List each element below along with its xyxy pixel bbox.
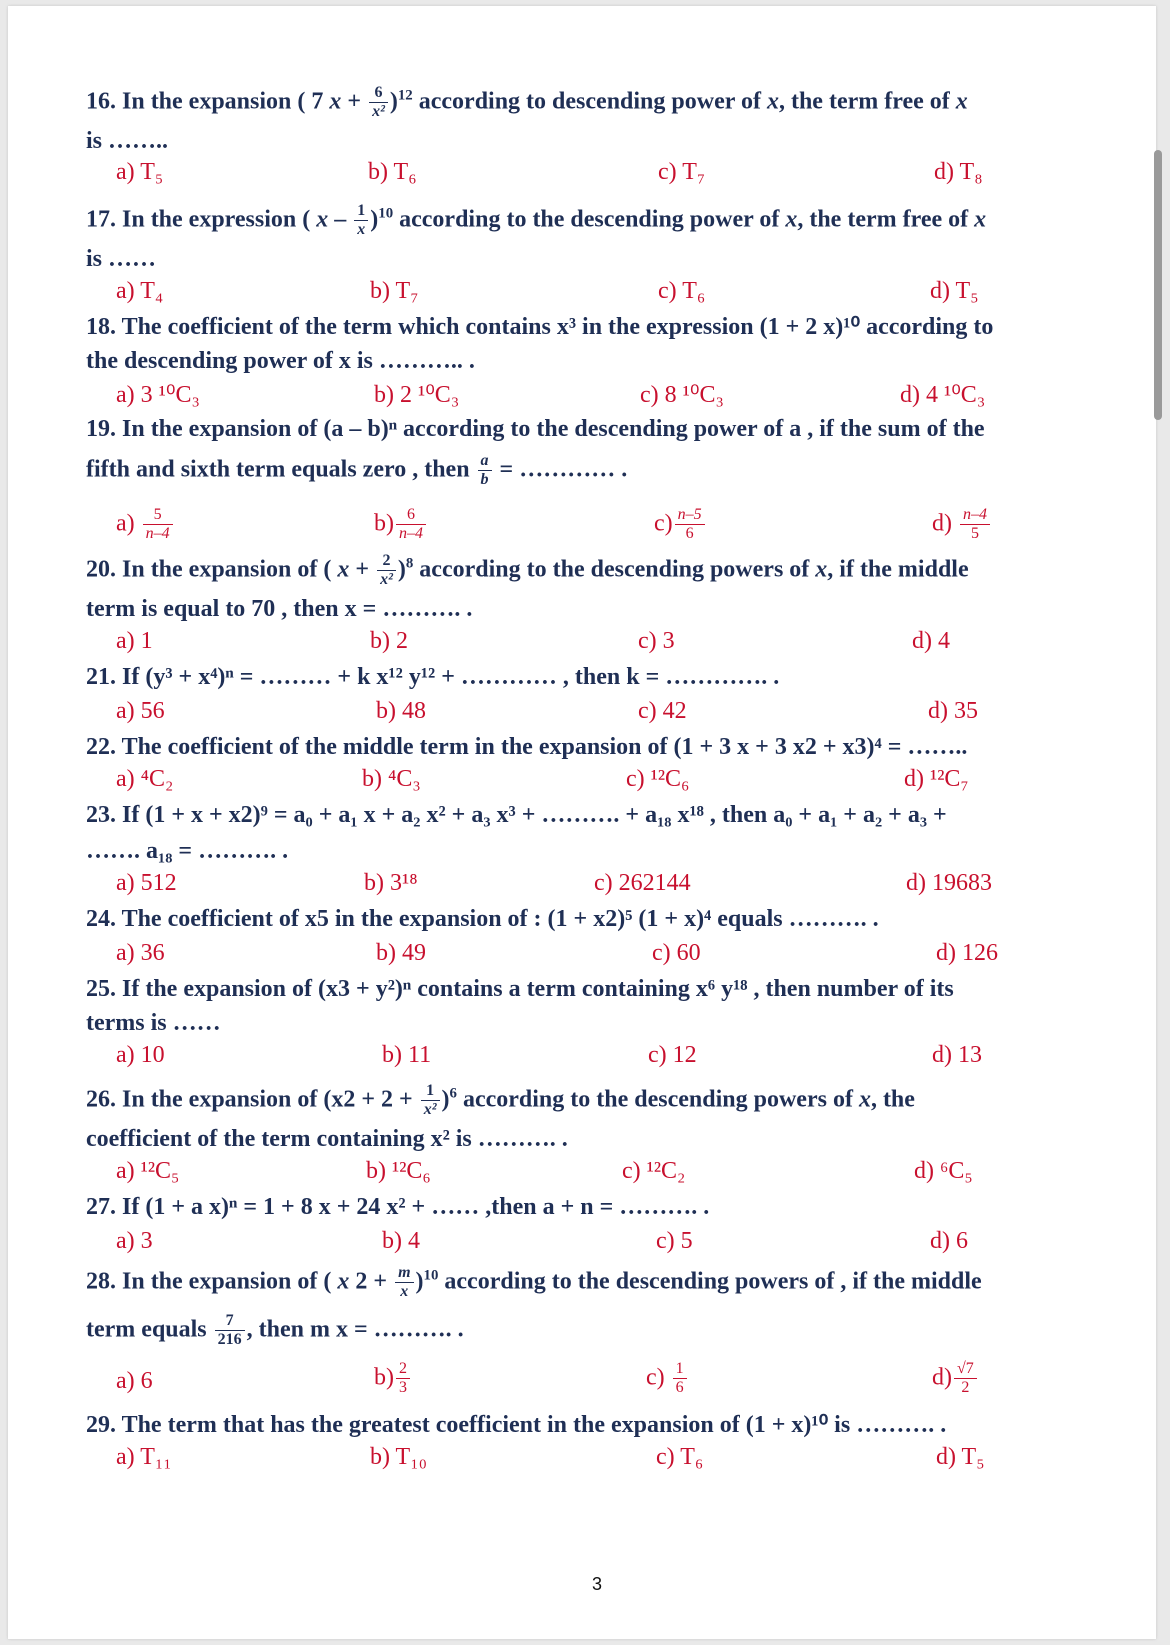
option-29b[interactable]: b) T₁₀ xyxy=(370,1444,427,1470)
option-17d[interactable]: d) T₅ xyxy=(930,278,979,304)
option-18b[interactable]: b) 2 ¹⁰C₃ xyxy=(374,382,460,408)
option-24c[interactable]: c) 60 xyxy=(652,940,701,966)
option-22c[interactable]: c) ¹²C₆ xyxy=(626,766,690,792)
question-21: 21. If (y³ + x⁴)ⁿ = ……… + k x¹² y¹² + ………… , then k = …………. . xyxy=(86,664,780,690)
option-29d[interactable]: d) T₅ xyxy=(936,1444,985,1470)
option-27a[interactable]: a) 3 xyxy=(116,1228,153,1254)
option-28b[interactable]: b) $\frac{2}{3}$ xyxy=(374,1360,412,1398)
option-19a[interactable]: a) $\frac{5}{n-4}$ xyxy=(116,506,175,544)
option-25a[interactable]: a) 10 xyxy=(116,1042,165,1068)
option-22d[interactable]: d) ¹²C₇ xyxy=(904,766,969,792)
option-20d[interactable]: d) 4 xyxy=(912,628,950,654)
question-23: 23. If (1 + x + x2)⁹ = a₀ + a₁ x + a₂ x² + a₃ x³ + ………. + a₁₈ x¹⁸ , then a₀ + a₁ + a₂ + a₃ + xyxy=(86,802,947,828)
question-25: 25. If the expansion of (x3 + y²)ⁿ contains a term containing x⁶ y¹⁸ , then number of its xyxy=(86,976,954,1002)
question-25-continuation: terms is …… xyxy=(86,1010,221,1036)
option-23a[interactable]: a) 512 xyxy=(116,870,177,896)
page-number: 3 xyxy=(592,1574,603,1594)
fraction: $\frac{2}{\text{x²}}$ xyxy=(377,552,396,590)
option-18a[interactable]: a) 3 ¹⁰C₃ xyxy=(116,382,200,408)
question-28-continuation: term equals $\frac{7}{216}$ , then m x = ………. . xyxy=(86,1312,464,1349)
option-28a[interactable]: a) 6 xyxy=(116,1368,153,1394)
fraction: $\frac{1}{x}$ xyxy=(354,202,368,240)
question-29: 29. The term that has the greatest coefficient in the expansion of (1 + x)¹⁰ is ………. . xyxy=(86,1412,947,1438)
option-21c[interactable]: c) 42 xyxy=(638,698,687,724)
option-19d[interactable]: d) $\frac{n-4}{5}$ xyxy=(932,506,992,544)
option-25c[interactable]: c) 12 xyxy=(648,1042,697,1068)
option-26d[interactable]: d) ⁶C₅ xyxy=(914,1158,973,1184)
question-26-continuation: coefficient of the term containing x² is ………. . xyxy=(86,1126,568,1152)
document-page xyxy=(8,6,1156,1639)
option-28c[interactable]: c) $\frac{1}{6}$ xyxy=(646,1360,689,1398)
option-23d[interactable]: d) 19683 xyxy=(906,870,992,896)
option-24d[interactable]: d) 126 xyxy=(936,940,998,966)
question-16-continuation: is …….. xyxy=(86,128,169,154)
option-24a[interactable]: a) 36 xyxy=(116,940,165,966)
question-18: 18. The coefficient of the term which contains x³ in the expression (1 + 2 x)¹⁰ according to xyxy=(86,314,994,340)
option-17b[interactable]: b) T₇ xyxy=(370,278,419,304)
fraction: $\frac{6}{\text{x²}}$ xyxy=(369,84,388,122)
option-26a[interactable]: a) ¹²C₅ xyxy=(116,1158,180,1184)
question-27: 27. If (1 + a x)ⁿ = 1 + 8 x + 24 x² + …… ,then a + n = ………. . xyxy=(86,1194,710,1220)
option-18d[interactable]: d) 4 ¹⁰C₃ xyxy=(900,382,986,408)
question-24: 24. The coefficient of x5 in the expansion of : (1 + x2)⁵ (1 + x)⁴ equals ………. . xyxy=(86,906,879,932)
option-16a[interactable]: a) T₅ xyxy=(116,159,164,185)
option-27d[interactable]: d) 6 xyxy=(930,1228,968,1254)
option-16c[interactable]: c) T₇ xyxy=(658,159,706,185)
option-20c[interactable]: c) 3 xyxy=(638,628,675,654)
option-23b[interactable]: b) 3¹⁸ xyxy=(364,870,418,896)
question-16: 16. In the expansion ( 7 x + $\frac{6}{\text{x²}}$ )$^{12}$ according to descending power of x, the term free of x xyxy=(86,84,968,121)
fraction: $\frac{1}{\text{x²}}$ xyxy=(421,1082,440,1120)
option-23c[interactable]: c) 262144 xyxy=(594,870,691,896)
question-20: 20. In the expansion of ( x + $\frac{2}{\text{x²}}$ )$^8$ according to the descending powers of x, if the middle xyxy=(86,552,969,589)
option-22a[interactable]: a) ⁴C₂ xyxy=(116,766,174,792)
option-27c[interactable]: c) 5 xyxy=(656,1228,693,1254)
fraction: $\frac{m}{x}$ xyxy=(395,1264,413,1302)
option-20a[interactable]: a) 1 xyxy=(116,628,153,654)
question-18-continuation: the descending power of x is ……….. . xyxy=(86,348,475,374)
option-17c[interactable]: c) T₆ xyxy=(658,278,706,304)
option-16b[interactable]: b) T₆ xyxy=(368,159,417,185)
option-29c[interactable]: c) T₆ xyxy=(656,1444,704,1470)
option-27b[interactable]: b) 4 xyxy=(382,1228,420,1254)
question-19: 19. In the expansion of (a – b)ⁿ according to the descending power of a , if the sum of the xyxy=(86,416,985,442)
question-17: 17. In the expression ( x – $\frac{1}{x}$ )$^{10}$ according to the descending power of x, the term free of x xyxy=(86,202,987,239)
option-19c[interactable]: c) $\frac{n-5}{6}$ xyxy=(654,506,707,544)
option-18c[interactable]: c) 8 ¹⁰C₃ xyxy=(640,382,724,408)
option-22b[interactable]: b) ⁴C₃ xyxy=(362,766,421,792)
scrollbar[interactable] xyxy=(1154,150,1162,420)
fraction: $\frac{a}{b}$ xyxy=(478,452,492,490)
question-22: 22. The coefficient of the middle term in the expansion of (1 + 3 x + 3 x2 + x3)⁴ = …….. xyxy=(86,734,968,760)
question-19-continuation: fifth and sixth term equals zero , then $\frac{a}{b}$ = ………… . xyxy=(86,452,628,489)
option-21b[interactable]: b) 48 xyxy=(376,698,426,724)
question-20-continuation: term is equal to 70 , then x = ………. . xyxy=(86,596,473,622)
option-25d[interactable]: d) 13 xyxy=(932,1042,982,1068)
question-number: 16. xyxy=(86,88,116,115)
option-16d[interactable]: d) T₈ xyxy=(934,159,983,185)
option-29a[interactable]: a) T₁₁ xyxy=(116,1444,172,1470)
option-21a[interactable]: a) 56 xyxy=(116,698,165,724)
question-17-continuation: is …… xyxy=(86,246,157,272)
option-19b[interactable]: b) $\frac{6}{n-4}$ xyxy=(374,506,428,544)
option-20b[interactable]: b) 2 xyxy=(370,628,408,654)
option-25b[interactable]: b) 11 xyxy=(382,1042,432,1068)
option-21d[interactable]: d) 35 xyxy=(928,698,978,724)
option-17a[interactable]: a) T₄ xyxy=(116,278,164,304)
question-26: 26. In the expansion of (x2 + 2 + $\frac{1}{\text{x²}}$ )$^6$ according to the descending powers of x, the xyxy=(86,1082,915,1119)
option-24b[interactable]: b) 49 xyxy=(376,940,426,966)
fraction: $\frac{7}{216}$ xyxy=(215,1312,245,1350)
question-28: 28. In the expansion of ( x 2 + $\frac{m}{x}$ )$^{10}$ according to the descending powers of , if the middle xyxy=(86,1264,982,1301)
option-26b[interactable]: b) ¹²C₆ xyxy=(366,1158,431,1184)
question-23-continuation: ……. a₁₈ = ………. . xyxy=(86,838,289,864)
option-28d[interactable]: d) $\frac{√7}{2}$ xyxy=(932,1360,979,1398)
option-26c[interactable]: c) ¹²C₂ xyxy=(622,1158,686,1184)
